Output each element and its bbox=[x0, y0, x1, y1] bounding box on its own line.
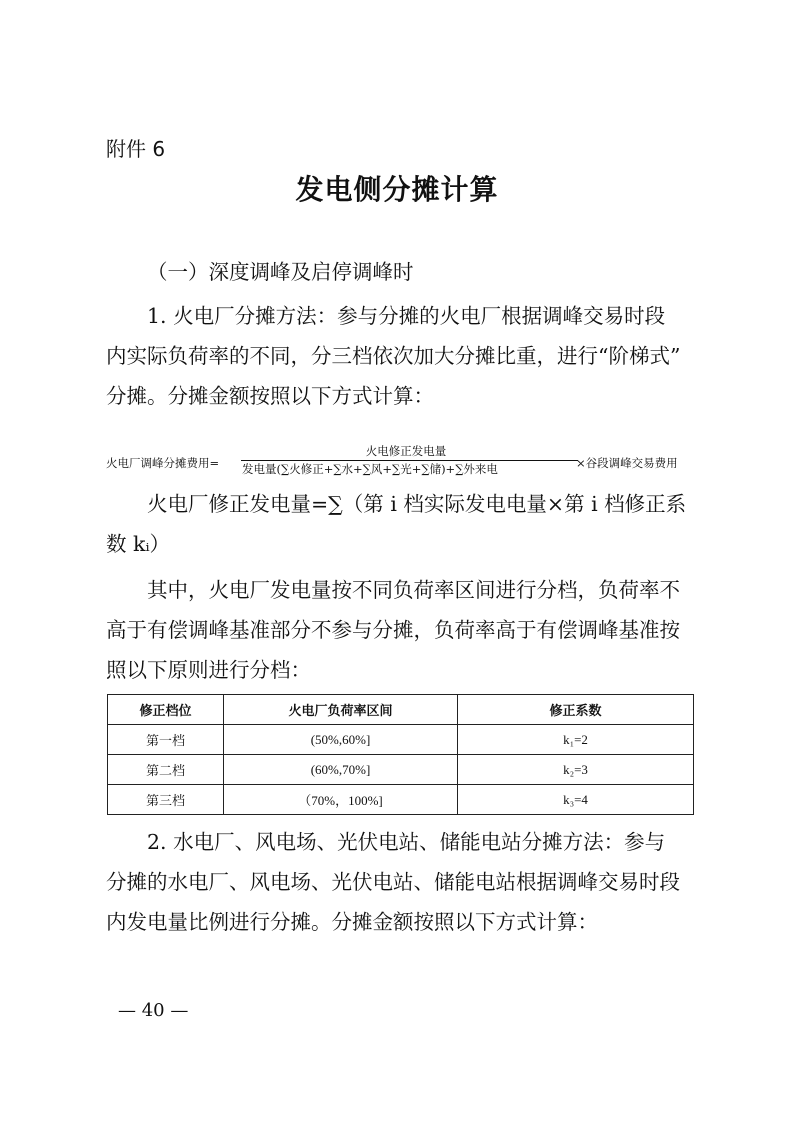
section-heading bbox=[106, 252, 696, 292]
paragraph-grading-rule bbox=[106, 570, 696, 690]
page-number: — 40 — bbox=[118, 1000, 189, 1021]
formula-numerator: 火电修正发电量 bbox=[365, 444, 447, 458]
paragraph-line: 其中，火电厂发电量按不同负荷率区间进行分档，负荷率不 bbox=[147, 578, 680, 602]
formula-denominator: 发电量(∑火修正+∑水+∑风+∑光+∑储)+∑外来电 bbox=[242, 462, 498, 476]
page-title: 发电侧分摊计算 bbox=[295, 173, 499, 206]
formula-rhs: ×谷段调峰交易费用 bbox=[576, 456, 678, 470]
column-header: 修正档位 bbox=[108, 695, 224, 725]
table-row bbox=[108, 785, 694, 815]
table-cell: 第二档 bbox=[108, 755, 224, 785]
allocation-formula bbox=[106, 446, 698, 476]
table-cell: (50%,60%] bbox=[224, 725, 458, 755]
paragraph-line: 内发电量比例进行分摊。分摊金额按照以下方式计算： bbox=[106, 910, 598, 934]
paragraph-thermal-method bbox=[106, 296, 696, 416]
paragraph-line: 高于有偿调峰基准部分不参与分摊，负荷率高于有偿调峰基准按 bbox=[106, 618, 680, 642]
paragraph-line: 1. 火电厂分摊方法：参与分摊的火电厂根据调峰交易时段 bbox=[147, 304, 666, 328]
correction-grade-table bbox=[107, 694, 694, 815]
column-header: 火电厂负荷率区间 bbox=[224, 695, 458, 725]
paragraph-line: 火电厂修正发电量=∑（第 i 档实际发电电量×第 i 档修正系 bbox=[147, 492, 687, 516]
paragraph-line: 2. 水电厂、风电场、光伏电站、储能电站分摊方法：参与 bbox=[147, 830, 666, 854]
paragraph-line: 内实际负荷率的不同，分三档依次加大分摊比重，进行“阶梯式” bbox=[106, 344, 681, 368]
paragraph-line: 数 kᵢ） bbox=[106, 532, 171, 556]
paragraph-line: 照以下原则进行分档： bbox=[106, 658, 311, 682]
table-row bbox=[108, 755, 694, 785]
paragraph-line: 分摊。分摊金额按照以下方式计算： bbox=[106, 384, 434, 408]
paragraph-other-plants-method bbox=[106, 822, 696, 942]
column-header: 修正系数 bbox=[458, 695, 694, 725]
paragraph-line: 分摊的水电厂、风电场、光伏电站、储能电站根据调峰交易时段 bbox=[106, 870, 680, 894]
formula-lhs: 火电厂调峰分摊费用= bbox=[106, 456, 220, 470]
table-cell: k₂=3 bbox=[458, 755, 694, 785]
attachment-label: 附件 6 bbox=[106, 137, 166, 161]
paragraph-corrected-output bbox=[106, 484, 696, 564]
table-cell: （70%，100%] bbox=[224, 785, 458, 815]
section-heading-text: （一）深度调峰及启停调峰时 bbox=[147, 260, 414, 284]
table-cell: 第一档 bbox=[108, 725, 224, 755]
table-cell: k₁=2 bbox=[458, 725, 694, 755]
table-cell: k₃=4 bbox=[458, 785, 694, 815]
table-row bbox=[108, 725, 694, 755]
table-cell: (60%,70%] bbox=[224, 755, 458, 785]
table-cell: 第三档 bbox=[108, 785, 224, 815]
table-header-row bbox=[108, 695, 694, 725]
